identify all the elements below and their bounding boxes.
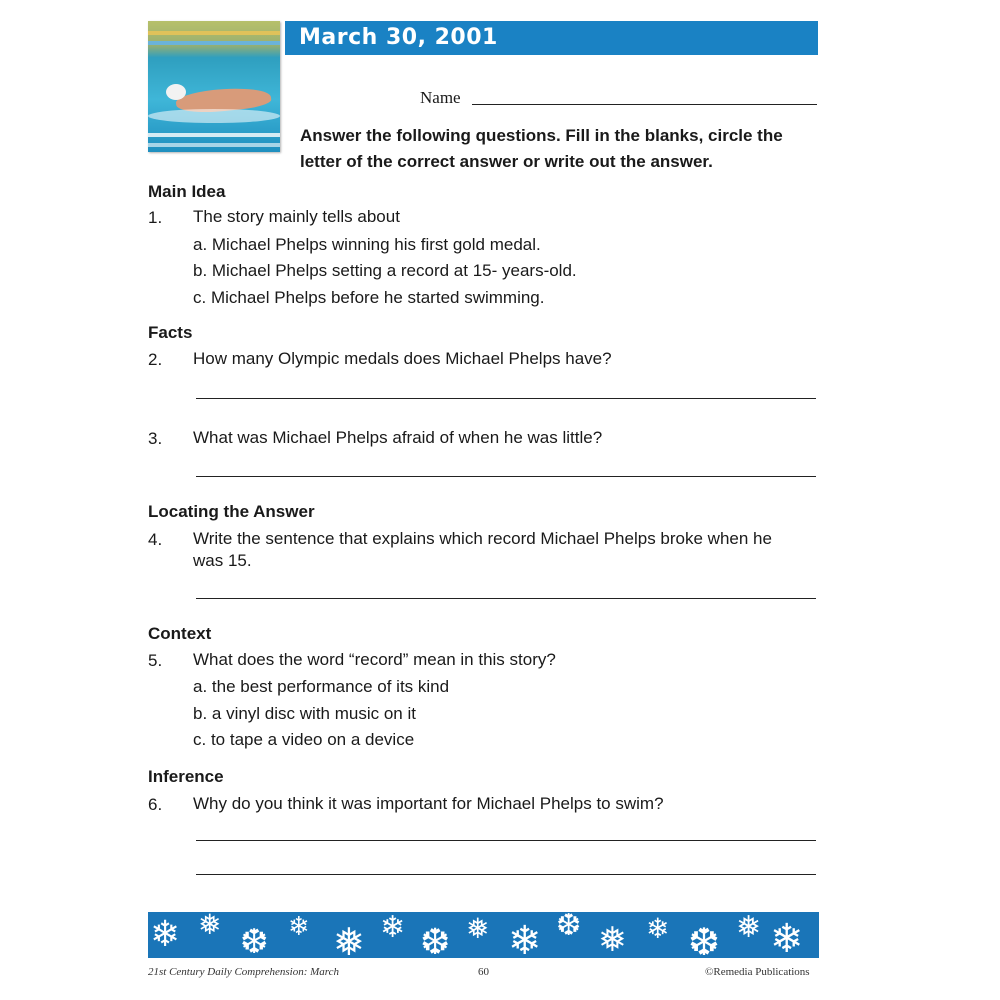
- snowflake-icon: ❄: [770, 916, 804, 958]
- question-number: 1.: [148, 208, 163, 227]
- snowflake-icon: ❄: [288, 912, 310, 942]
- answer-option[interactable]: a. the best performance of its kind: [193, 677, 450, 696]
- footer-book-title: 21st Century Daily Comprehension: March: [148, 966, 340, 978]
- question-number: 3.: [148, 429, 163, 448]
- footer-page-number: 60: [478, 966, 489, 978]
- snowflake-icon: ❅: [736, 912, 762, 945]
- question-text: The story mainly tells about: [193, 207, 400, 226]
- snowflake-border: [148, 912, 819, 958]
- snowflake-icon: ❅: [466, 912, 490, 945]
- instructions: Answer the following questions. Fill in the blanks, circle the letter of the correct answer or write out the answer.: [300, 126, 783, 171]
- answer-line[interactable]: [196, 598, 816, 599]
- footer-publisher: ©Remedia Publications: [705, 966, 810, 978]
- section-context: Context: [148, 624, 212, 643]
- question-text: How many Olympic medals does Michael Phelps have?: [193, 349, 612, 368]
- snowflake-icon: ❆: [240, 922, 269, 958]
- answer-line[interactable]: [196, 476, 816, 477]
- snowflake-icon: ❆: [420, 922, 451, 958]
- snowflake-icon: ❅: [333, 920, 365, 958]
- section-locating: Locating the Answer: [148, 502, 315, 521]
- name-label: Name: [420, 88, 461, 107]
- snowflake-icon: ❆: [688, 920, 720, 958]
- question-number: 4.: [148, 530, 163, 549]
- swimmer-photo: [148, 21, 280, 152]
- answer-option[interactable]: b. Michael Phelps setting a record at 15- years-old.: [193, 261, 577, 280]
- question-number: 5.: [148, 651, 163, 670]
- question-text: Write the sentence that explains which record Michael Phelps broke when he was 15.: [193, 529, 772, 570]
- question-text: What does the word “record” mean in this story?: [193, 650, 556, 669]
- section-main-idea: Main Idea: [148, 182, 226, 201]
- section-inference: Inference: [148, 767, 224, 786]
- snowflake-icon: ❅: [598, 920, 627, 958]
- answer-option[interactable]: b. a vinyl disc with music on it: [193, 704, 416, 723]
- snowflake-icon: ❄: [646, 912, 670, 945]
- snowflake-icon: ❄: [508, 918, 542, 958]
- question-text: What was Michael Phelps afraid of when he was little?: [193, 428, 603, 447]
- date-title: March 30, 2001: [299, 25, 498, 50]
- section-facts: Facts: [148, 323, 193, 342]
- date-title-bar: [285, 21, 818, 55]
- question-number: 6.: [148, 795, 163, 814]
- answer-option[interactable]: a. Michael Phelps winning his first gold medal.: [193, 235, 541, 254]
- question-number: 2.: [148, 350, 163, 369]
- answer-option[interactable]: c. Michael Phelps before he started swimming.: [193, 288, 545, 307]
- answer-option[interactable]: c. to tape a video on a device: [193, 730, 415, 749]
- question-text: Why do you think it was important for Michael Phelps to swim?: [193, 794, 664, 813]
- snowflake-icon: ❄: [380, 912, 406, 945]
- answer-line[interactable]: [196, 398, 816, 399]
- snowflake-icon: ❆: [556, 912, 582, 943]
- snowflake-icon: ❅: [198, 912, 222, 941]
- snowflake-icon: ❄: [150, 914, 181, 955]
- answer-line[interactable]: [196, 874, 816, 875]
- name-field[interactable]: [472, 104, 817, 105]
- answer-line[interactable]: [196, 840, 816, 841]
